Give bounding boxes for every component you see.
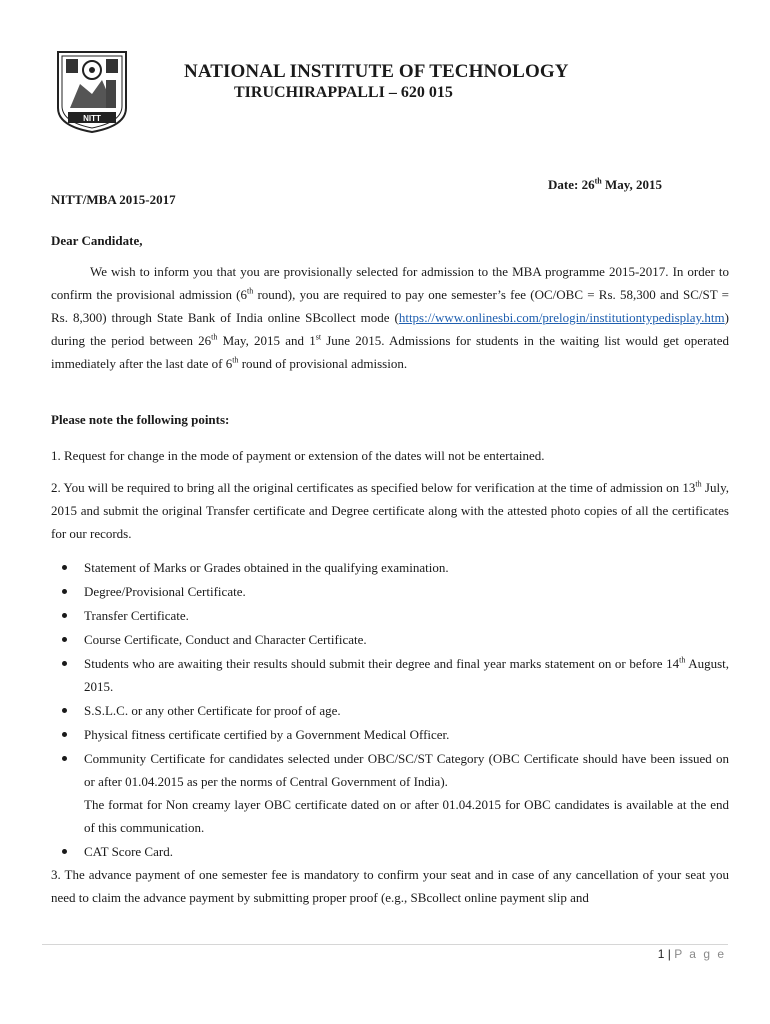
bullet-icon (62, 589, 67, 594)
bullet-icon (62, 613, 67, 618)
institute-city: TIRUCHIRAPPALLI – 620 015 (234, 84, 453, 101)
obc-format-note: The format for Non creamy layer OBC certificate dated on or after 01.04.2015 for OBC candidates is available at the end of this communication. (84, 797, 729, 835)
list-item: Statement of Marks or Grades obtained in the qualifying examination. (51, 556, 729, 579)
list-item: Physical fitness certificate certified by a Government Medical Officer. (51, 723, 729, 746)
sbcollect-link[interactable]: https://www.onlinesbi.com/prelogin/institutiontypedisplay.htm (398, 310, 725, 325)
certificate-list (51, 556, 729, 864)
footer-divider (42, 944, 728, 945)
point-1: 1. Request for change in the mode of payment or extension of the dates will not be entertained. (51, 448, 545, 463)
list-item: Students who are awaiting their results should submit their degree and final year marks statement on or before 14th August, 2015. (51, 652, 729, 698)
list-item: CAT Score Card. (51, 840, 729, 863)
intro-paragraph: We wish to inform you that you are provisionally selected for admission to the MBA programme 2015-2017. In order to confirm the provisional admission (6th round), you are required to pay one semester’s fee (OC/OBC = Rs. 58,300 and SC/ST = Rs. 8,300) through State Bank of India online SBcollect mode (https://www.onlinesbi.com/prelogin/institutiontypedisplay.htm) during the period between 26th May, 2015 and 1st June 2015. Admissions for students in the waiting list would get operated immediately after the last date of 6th round of provisional admission. (51, 264, 729, 371)
points-heading: Please note the following points: (51, 412, 230, 427)
list-item: Community Certificate for candidates selected under OBC/SC/ST Category (OBC Certificate should have been issued on or after 01.04.2015 as per the norms of Central Government of India). The format for Non creamy layer OBC certificate dated on or after 01.04.2015 for OBC candidates is available at the end of this communication. (51, 747, 729, 839)
bullet-icon (62, 637, 67, 642)
point-3: 3. The advance payment of one semester fee is mandatory to confirm your seat and in case of any cancellation of your seat you need to claim the advance payment by submitting proper proof (e.g., SBcollect online payment slip and (51, 867, 729, 905)
institute-name: NATIONAL INSTITUTE OF TECHNOLOGY (184, 61, 569, 82)
letter-date: Date: 26th May, 2015 (548, 176, 663, 192)
page-number: 1 (657, 947, 665, 961)
bullet-icon (62, 661, 67, 666)
reference-number: NITT/MBA 2015-2017 (51, 192, 176, 207)
list-item: Course Certificate, Conduct and Character Certificate. (51, 628, 729, 651)
page-label: P a g e (674, 947, 726, 961)
bullet-icon (62, 732, 67, 737)
point-2: 2. You will be required to bring all the original certificates as specified below for verification at the time of admission on 13th July, 2015 and submit the original Transfer certificate and Degree certificate along with the attested photo copies of all the certificates for our records. (51, 479, 729, 541)
list-item: Transfer Certificate. (51, 604, 729, 627)
bullet-icon (62, 708, 67, 713)
salutation: Dear Candidate, (51, 233, 143, 248)
bullet-icon (62, 565, 67, 570)
list-item: S.S.L.C. or any other Certificate for proof of age. (51, 699, 729, 722)
bullet-icon (62, 849, 67, 854)
nitt-logo (52, 50, 132, 134)
page-footer: 1 | P a g e (657, 947, 726, 961)
list-item: Degree/Provisional Certificate. (51, 580, 729, 603)
logo-text: NITT (83, 114, 101, 123)
bullet-icon (62, 756, 67, 761)
